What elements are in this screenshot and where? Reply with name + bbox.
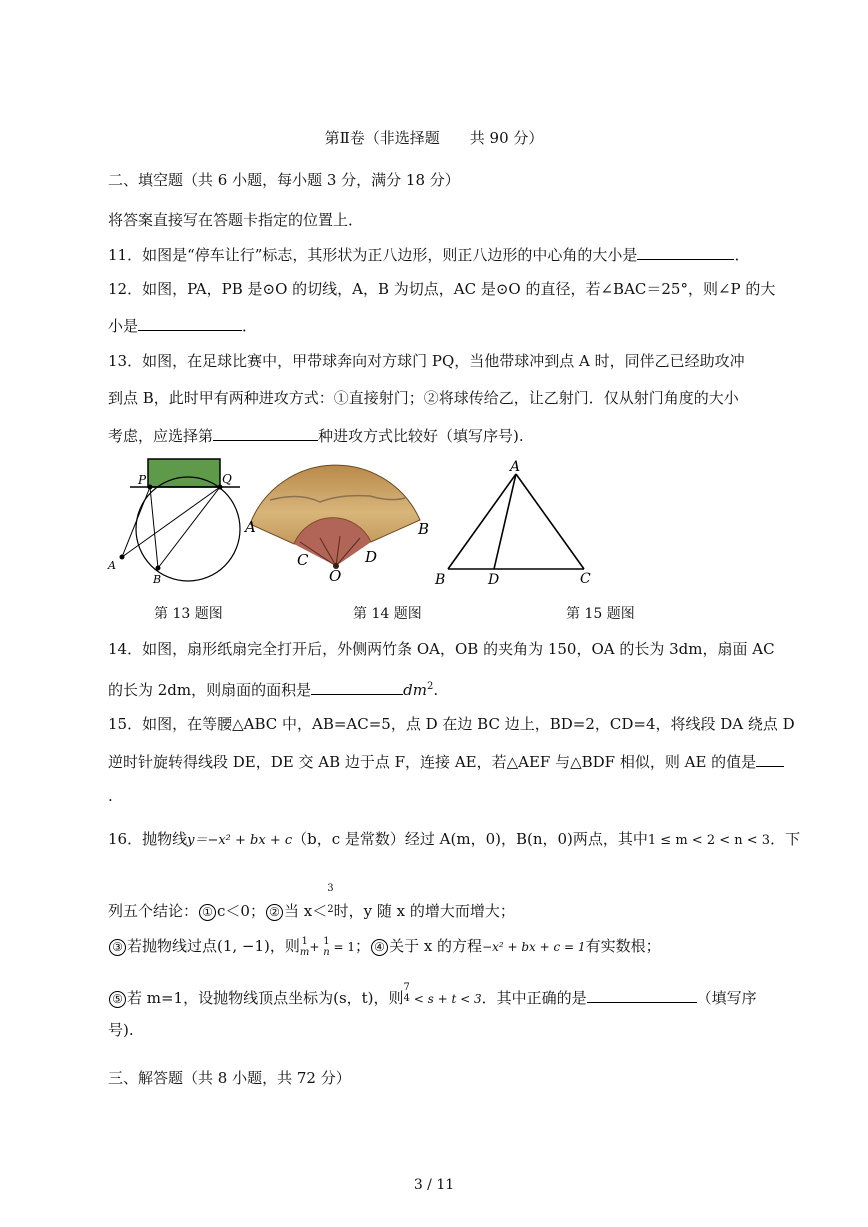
q13-line1: 13．如图，在足球比赛中，甲带球奔向对方球门 PQ，当他带球冲到点 A 时，同伴乙已经助攻冲 — [108, 352, 745, 370]
frac-7-4: 7 4 — [403, 982, 410, 1004]
c5-end: ．其中正确的是 — [481, 989, 587, 1007]
label-O: O — [329, 567, 342, 585]
line-QB — [158, 487, 220, 568]
q12-line1: 12．如图，PA，PB 是⊙O 的切线，A，B 为切点，AC 是⊙O 的直径，若∠BAC＝25°，则∠P 的大 — [108, 280, 776, 298]
q16-line1 — [108, 829, 800, 851]
q14-answer-blank — [311, 678, 403, 695]
q14-unit: dm — [403, 681, 427, 699]
point-A — [120, 555, 125, 560]
label-B: B — [153, 573, 162, 586]
q11-end: ． — [734, 246, 750, 264]
figure-13 — [100, 455, 250, 590]
q16-line2-a: 列五个结论： — [108, 902, 199, 920]
q16-answer-blank — [587, 986, 697, 1003]
label-A: A — [108, 559, 116, 572]
q13-line3-suffix: 种进攻方式比较好（填写序号). — [318, 427, 524, 445]
q15-line2-text: 逆时针旋转得线段 DE，DE 交 AB 边于点 F，连接 AE，若△AEF 与△BDF 相似，则 AE 的值是 — [108, 753, 757, 771]
figure-15 — [430, 456, 600, 588]
side-AC — [516, 474, 584, 569]
q14-line2-prefix: 的长为 2dm，则扇面的面积是 — [108, 681, 312, 699]
q12-end: ． — [242, 317, 258, 335]
q15-line2 — [108, 750, 784, 772]
q16-line3 — [108, 936, 661, 958]
c3-plus: + — [309, 940, 324, 954]
c5-text: 若 m=1，设抛物线顶点坐标为(s，t)，则 — [127, 989, 404, 1007]
q16-line1-a: 16．抛物线 — [108, 830, 188, 848]
part3-heading: 三、解答题（共 8 小题，共 72 分） — [108, 1069, 351, 1087]
q15-line3: . — [108, 787, 113, 805]
label-Q: Q — [222, 472, 232, 486]
part2-instruction: 将答案直接写在答题卡指定的位置上． — [108, 211, 364, 229]
c4-equation: −x² + bx + c = 1 — [482, 940, 586, 954]
q14-line2 — [108, 677, 438, 700]
label-B: B — [418, 520, 430, 538]
c1-text: c＜0； — [217, 902, 265, 920]
q16-line4 — [108, 982, 757, 1010]
c4-end: 有实数根； — [585, 937, 661, 955]
goal-rect — [148, 459, 220, 487]
q14-unit-sup: 2 — [426, 681, 434, 692]
circle-4: ④ — [371, 939, 388, 956]
frac-1-n: 1 n — [323, 936, 330, 958]
label-P: P — [138, 473, 147, 487]
q11-text: 11．如图是“停车让行”标志，其形状为正八边形，则正八边形的中心角的大小是 — [108, 246, 638, 264]
c3-text: 若抛物线过点(1, −1)，则 — [127, 937, 300, 955]
circle-5: ⑤ — [109, 991, 126, 1008]
q16-line1-b: （b，c 是常数）经过 A(m，0)，B(n，0)两点，其中 — [292, 830, 648, 848]
c4-text: 关于 x 的方程 — [389, 937, 483, 955]
label-D: D — [365, 548, 378, 566]
q16-equation: y＝−x² + bx + c — [187, 833, 293, 848]
q12-line2-prefix: 小是 — [108, 317, 139, 335]
label-D: D — [488, 572, 500, 588]
label-A: A — [245, 518, 256, 536]
frac-1-m: 1 m — [299, 936, 310, 958]
figure-14 — [240, 462, 440, 587]
q12-line2 — [108, 314, 257, 336]
q14-line1: 14．如图，扇形纸扇完全打开后，外侧两竹条 OA，OB 的夹角为 150，OA 的长为 3dm，扇面 AC — [108, 640, 775, 658]
q15-line1: 15．如图，在等腰△ABC 中，AB=AC=5，点 D 在边 BC 边上，BD=2，CD=4，将线段 DA 绕点 D — [108, 715, 795, 733]
q11-answer-blank — [637, 243, 734, 260]
q13-line2: 到点 B，此时甲有两种进攻方式：①直接射门；②将球传给乙，让乙射门．仅从射门角度的大小 — [108, 389, 739, 407]
c5-fill: （填写序 — [696, 989, 757, 1007]
c2-end: 时，y 随 x 的增大而增大； — [333, 902, 515, 920]
section-title: 第Ⅱ卷（非选择题 共 90 分） — [324, 129, 544, 147]
q16-line5: 号). — [108, 1021, 134, 1039]
caption-fig15: 第 15 题图 — [566, 606, 635, 622]
c3-eq: = 1 — [329, 940, 356, 954]
page-number: 3 / 11 — [413, 1177, 455, 1193]
q16-line2 — [108, 883, 515, 921]
q16-inequality: 1 ≤ m < 2 < n < 3 — [647, 833, 771, 848]
q14-end: . — [433, 681, 439, 699]
q13-line3 — [108, 424, 524, 446]
q15-answer-blank — [756, 750, 784, 767]
label-B: B — [435, 572, 446, 588]
point-P — [148, 485, 153, 490]
label-A: A — [510, 459, 521, 475]
circle-2: ② — [266, 904, 283, 921]
q12-answer-blank — [138, 314, 242, 331]
q13-answer-blank — [213, 424, 318, 441]
label-C: C — [580, 571, 591, 587]
label-C: C — [297, 551, 309, 569]
c5-inequality: < s + t < 3 — [409, 992, 482, 1006]
part2-heading: 二、填空题（共 6 小题，每小题 3 分，满分 18 分） — [108, 171, 460, 189]
q13-line3-prefix: 考虑，应选择第 — [108, 427, 214, 445]
q16-line1-end: ．下 — [770, 830, 801, 848]
caption-fig13: 第 13 题图 — [154, 606, 223, 622]
frac-3-2: 3 2 — [327, 883, 334, 915]
caption-fig14: 第 14 题图 — [353, 606, 422, 622]
point-B — [156, 566, 161, 571]
question-11 — [108, 243, 749, 265]
c2-text: 当 x＜ — [283, 902, 328, 920]
c3-end: ； — [355, 937, 371, 955]
circle-1: ① — [199, 904, 216, 921]
line-PB — [150, 487, 158, 568]
circle-3: ③ — [109, 939, 126, 956]
